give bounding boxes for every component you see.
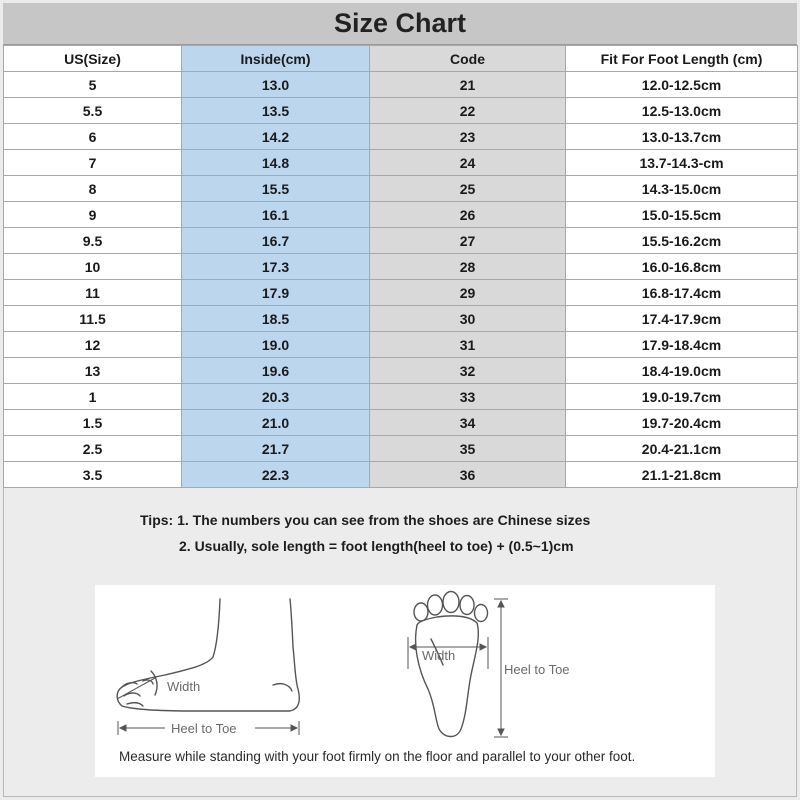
side-length-label: Heel to Toe — [171, 721, 237, 736]
foot-length-cell: 13.7-14.3-cm — [566, 150, 798, 176]
us-size-cell: 3.5 — [4, 462, 182, 488]
foot-length-cell: 16.0-16.8cm — [566, 254, 798, 280]
us-size-cell: 9 — [4, 202, 182, 228]
foot-length-cell: 19.7-20.4cm — [566, 410, 798, 436]
tip-line-1: Tips: 1. The numbers you can see from the shoes are Chinese sizes — [140, 512, 591, 528]
table-row — [4, 150, 798, 176]
foot-length-cell: 16.8-17.4cm — [566, 280, 798, 306]
column-header-inside-cm: Inside(cm) — [182, 46, 370, 72]
us-size-cell: 12 — [4, 332, 182, 358]
table-row — [4, 410, 798, 436]
us-size-cell: 2.5 — [4, 436, 182, 462]
code-cell: 30 — [370, 306, 566, 332]
us-size-cell: 1.5 — [4, 410, 182, 436]
code-cell: 29 — [370, 280, 566, 306]
us-size-cell: 5.5 — [4, 98, 182, 124]
foot-length-cell: 12.5-13.0cm — [566, 98, 798, 124]
inside-cm-cell: 21.7 — [182, 436, 370, 462]
column-header-foot-length: Fit For Foot Length (cm) — [566, 46, 798, 72]
table-row — [4, 228, 798, 254]
foot-sole-view-illustration — [414, 592, 488, 737]
table-row — [4, 202, 798, 228]
table-row — [4, 436, 798, 462]
inside-cm-cell: 19.6 — [182, 358, 370, 384]
foot-length-cell: 21.1-21.8cm — [566, 462, 798, 488]
table-row — [4, 358, 798, 384]
inside-cm-cell: 18.5 — [182, 306, 370, 332]
code-cell: 22 — [370, 98, 566, 124]
foot-side-view-illustration — [117, 599, 299, 711]
code-cell: 32 — [370, 358, 566, 384]
code-cell: 26 — [370, 202, 566, 228]
measurement-instruction: Measure while standing with your foot firmly on the floor and parallel to your other foot. — [119, 749, 636, 764]
inside-cm-cell: 16.7 — [182, 228, 370, 254]
foot-length-cell: 20.4-21.1cm — [566, 436, 798, 462]
table-row — [4, 306, 798, 332]
table-row — [4, 124, 798, 150]
sole-width-label: Width — [422, 648, 456, 663]
inside-cm-cell: 17.9 — [182, 280, 370, 306]
table-row — [4, 98, 798, 124]
table-row — [4, 72, 798, 98]
inside-cm-cell: 17.3 — [182, 254, 370, 280]
inside-cm-cell: 19.0 — [182, 332, 370, 358]
inside-cm-cell: 20.3 — [182, 384, 370, 410]
us-size-cell: 5 — [4, 72, 182, 98]
us-size-cell: 6 — [4, 124, 182, 150]
table-row — [4, 332, 798, 358]
code-cell: 34 — [370, 410, 566, 436]
us-size-cell: 9.5 — [4, 228, 182, 254]
size-table — [3, 45, 798, 488]
us-size-cell: 7 — [4, 150, 182, 176]
table-body — [4, 72, 798, 488]
code-cell: 27 — [370, 228, 566, 254]
code-cell: 21 — [370, 72, 566, 98]
column-header-code: Code — [370, 46, 566, 72]
foot-length-cell: 12.0-12.5cm — [566, 72, 798, 98]
foot-length-cell: 19.0-19.7cm — [566, 384, 798, 410]
column-header-us-size: US(Size) — [4, 46, 182, 72]
inside-cm-cell: 13.0 — [182, 72, 370, 98]
us-size-cell: 1 — [4, 384, 182, 410]
us-size-cell: 11 — [4, 280, 182, 306]
inside-cm-cell: 14.8 — [182, 150, 370, 176]
table-header-row — [4, 46, 798, 72]
tip-line-2: 2. Usually, sole length = foot length(heel to toe) + (0.5~1)cm — [179, 538, 574, 554]
page-title: Size Chart — [333, 8, 467, 38]
title-bar — [3, 3, 797, 45]
table-row — [4, 462, 798, 488]
code-cell: 36 — [370, 462, 566, 488]
foot-length-cell: 17.4-17.9cm — [566, 306, 798, 332]
table-row — [4, 384, 798, 410]
measurement-diagram-panel — [95, 585, 715, 777]
foot-length-cell: 18.4-19.0cm — [566, 358, 798, 384]
inside-cm-cell: 22.3 — [182, 462, 370, 488]
code-cell: 31 — [370, 332, 566, 358]
table-row — [4, 254, 798, 280]
foot-length-cell: 15.0-15.5cm — [566, 202, 798, 228]
inside-cm-cell: 15.5 — [182, 176, 370, 202]
side-width-label: Width — [167, 679, 201, 694]
code-cell: 23 — [370, 124, 566, 150]
foot-length-cell: 15.5-16.2cm — [566, 228, 798, 254]
foot-length-cell: 13.0-13.7cm — [566, 124, 798, 150]
code-cell: 33 — [370, 384, 566, 410]
code-cell: 25 — [370, 176, 566, 202]
table-row — [4, 280, 798, 306]
sole-length-label: Heel to Toe — [504, 662, 570, 677]
inside-cm-cell: 16.1 — [182, 202, 370, 228]
foot-length-cell: 14.3-15.0cm — [566, 176, 798, 202]
inside-cm-cell: 21.0 — [182, 410, 370, 436]
us-size-cell: 11.5 — [4, 306, 182, 332]
code-cell: 35 — [370, 436, 566, 462]
code-cell: 28 — [370, 254, 566, 280]
table-row — [4, 176, 798, 202]
code-cell: 24 — [370, 150, 566, 176]
foot-length-cell: 17.9-18.4cm — [566, 332, 798, 358]
inside-cm-cell: 13.5 — [182, 98, 370, 124]
us-size-cell: 10 — [4, 254, 182, 280]
us-size-cell: 8 — [4, 176, 182, 202]
us-size-cell: 13 — [4, 358, 182, 384]
inside-cm-cell: 14.2 — [182, 124, 370, 150]
